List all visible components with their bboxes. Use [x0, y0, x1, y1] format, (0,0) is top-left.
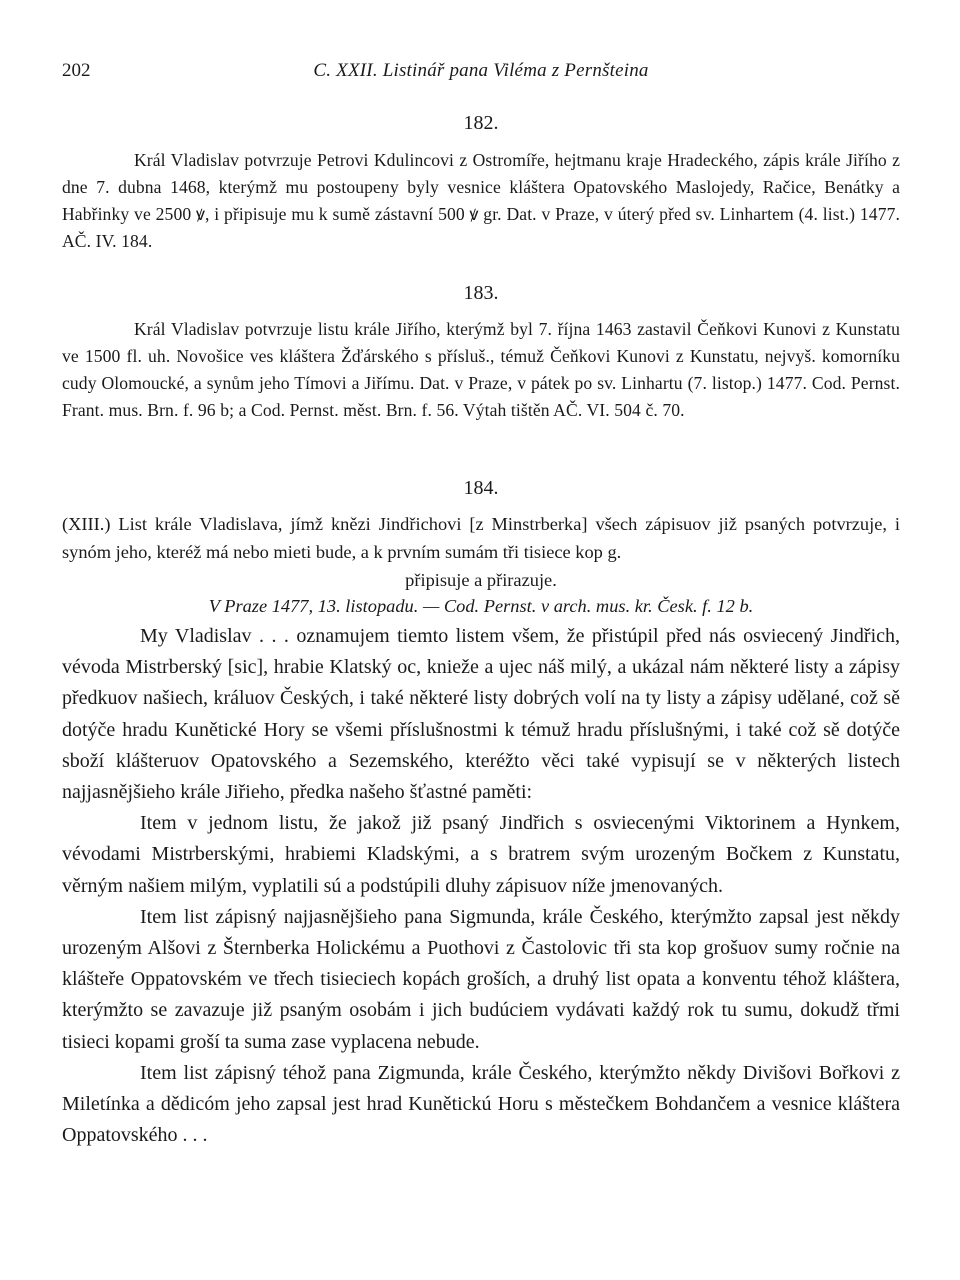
body-paragraph: Item list zápisný téhož pana Zigmunda, krále Českého, kterýmžto někdy Divišovi Bořkovi z Miletínka a dědicóm jeho zapsal jest hrad Kunětickú Horu s městečkem Bohdančem a vesnice kláštera Oppatovského . . . [62, 1061, 900, 1147]
source-citation: V Praze 1477, 13. listopadu. — Cod. Pernst. v arch. mus. kr. Česk. f. 12 b. [208, 596, 754, 616]
body-paragraph: My Vladislav . . . oznamujem tiemto listem všem, že přistúpil před nás osviecený Jindřich, vévoda Mistrberský [sic], hrabie Klatský oc, knieže a ujec náš milý, a ukázal nám některé listy a zápisy předkuov našiech, králuov Českých, i také některé listy dobrých volí na ty listy a zápisy udělané, což sě dotýče hradu Kunětické Hory se všemi příslušnostmi k témuž hradu příslušnými, i také což sě dotýče sboží klášteruov Opatovského a Sezemského, kteréžto věci také vypisují se v některých listech najjasnějšieho krále Jiřieho, předka našeho šťastné paměti: [62, 625, 900, 804]
document-page [62, 0, 900, 1280]
running-title: C. XXII. Listinář pana Viléma z Pernšteina [313, 60, 649, 81]
entry-regest-182: Král Vladislav potvrzuje Petrovi Kdulincovi z Ostromíře, hejtmanu kraje Hradeckého, zápis krále Jiřího z dne 7. dubna 1468, kterýmž mu postoupeny byly vesnice kláštera Opatovského Maslojedy, Račice, Benátky a Habřinky ve 2500 ꝟ, i připisuje mu k sumě zástavní 500 ꝟ gr. Dat. v Praze, v úterý před sv. Linhartem (4. list.) 1477. AČ. IV. 184. [62, 150, 900, 251]
entry-number-183: 183. [463, 282, 499, 304]
document-body [62, 621, 900, 1151]
running-head [62, 60, 900, 88]
page-number: 202 [62, 60, 91, 81]
document-heading-last-line: připisuje a přirazuje. [405, 570, 557, 590]
document-heading-text: (XIII.) List krále Vladislava, jímž knězi Jindřichovi [z Minstrberka] všech zápisuov již psaných potvrzuje, i synóm jeho, kteréž má nebo mieti bude, a k prvním sumám tři tisiece kop g. [62, 514, 900, 562]
body-paragraph: Item list zápisný najjasnějšieho pana Sigmunda, krále Českého, kterýmžto zapsal jest někdy urozeným Alšovi z Šternberka Holickému a Puothovi z Častolovic tři sta kop grošuov sumy ročnie na klášteře Oppatovském ve třech tisieciech kopách groších, a druhý list opata a konventu téhož kláštera, kterýmžto se zavazuje již psaným osobám i jich budúciem vydávati každý rok tu sumu, dokudž třmi tisieci kopami groší ta suma zase vyplacena nebude. [62, 905, 900, 1053]
entry-number-182: 182. [463, 112, 499, 134]
body-paragraph: Item v jednom listu, že jakož již psaný Jindřich s osviecenými Viktorinem a Hynkem, vévodami Mistrberskými, hrabiemi Kladskými, a s bratrem svým urozeným Bočkem z Kunstatu, věrným našiem milým, vyplatili sú a podstúpili dluhy zápisuov níže jmenovaných. [62, 812, 900, 897]
entry-number-184: 184. [463, 477, 499, 499]
document-heading [62, 510, 900, 594]
entry-regest-183: Král Vladislav potvrzuje listu krále Jiřího, kterýmž byl 7. října 1463 zastavil Čeňkovi Kunovi z Kunstatu ve 1500 fl. uh. Novošice ves kláštera Žďárského s přísluš., témuž Čeňkovi Kunovi z Kunstatu, nejvyš. komorníku cudy Olomoucké, a synům jeho Tímovi a Jiřímu. Dat. v Praze, v pátek po sv. Linhartu (7. listop.) 1477. Cod. Pernst. Frant. mus. Brn. f. 96 b; a Cod. Pernst. měst. Brn. f. 56. Výtah tištěn AČ. VI. 504 č. 70. [62, 319, 900, 420]
